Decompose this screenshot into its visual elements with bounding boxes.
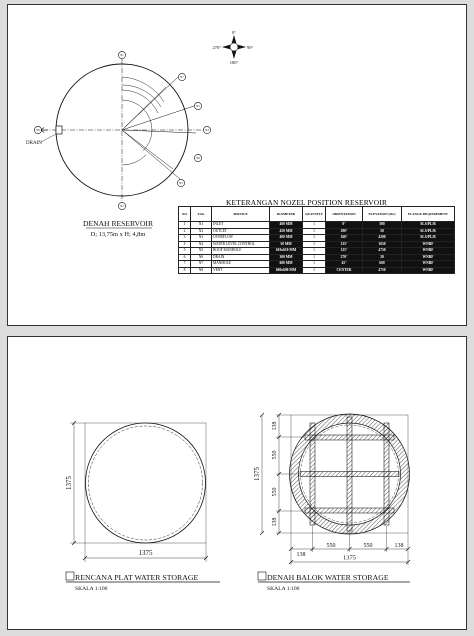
nozzle-table-cell: 300 MM [270,254,303,261]
nozzle-table-cell: 600 MM [270,261,303,268]
nozzle-tag: N8 [196,157,200,160]
compass-north-label: 0° [231,30,237,35]
nozzle-table-cell: 45° [326,261,363,268]
compass-rose [223,36,245,58]
beam-dim-segment: 138 [272,517,278,527]
beam-dim-segment: 550 [363,543,373,549]
nozzle-table-row [179,267,455,274]
nozzle-table-cell: 4750 [363,248,402,255]
nozzle-table-cell: 20 [363,254,402,261]
nozzle-table-cell: 270° [326,254,363,261]
col-orientation: ORIENTATION [326,207,363,222]
col-service: SERVICE [212,207,270,222]
nozzle-table-cell: VENT [212,267,270,274]
beam-dim-segment: 550 [272,450,278,460]
nozzle-tag: N6 [36,129,40,132]
reservoir-plan-sheet [7,4,467,326]
beam-dim-segment: 138 [296,552,306,558]
nozzle-table-cell: 600 [363,261,402,268]
nozzle-table-cell: 1 [303,222,326,229]
nozzle-table-cell: 5 [179,248,191,255]
nozzle-table-cell: 300 [363,222,402,229]
nozzle-table-title: KETERANGAN NOZEL POSITION RESERVOIR [226,198,388,207]
beam-plan [253,413,410,565]
beam-dim-segment: 550 [272,487,278,497]
plate-plan-scale: SKALA 1:100 [75,586,108,592]
nozzle-table-cell: WATER LEVEL CONTROL [212,241,270,248]
beam-plan-scale: SKALA 1:100 [267,586,300,592]
nozzle-table-cell: DRAIN [212,254,270,261]
col-no: NO [179,207,191,222]
nozzle-table-cell: SLS/PL/B [402,235,455,242]
drain-arrow-icon [41,128,48,133]
nozzle-table-cell: N8 [191,267,212,274]
nozzle-table-cell: 135° [326,241,363,248]
nozzle-table-cell: 1 [179,222,191,229]
nozzle-table-cell: CENTER [326,267,363,274]
col-diameter: DIAMETER [270,207,303,222]
nozzle-table [178,206,455,274]
nozzle-tag: N3 [179,182,183,185]
plate-title-marker [66,572,74,580]
water-storage-drawing [8,337,468,631]
compass-south-label: 180° [229,60,239,65]
nozzle-table-cell: WNRF [402,248,455,255]
plate-outer-circle [86,423,206,543]
beam-vertical-right [384,423,389,525]
plate-width-dimension: 1375 [138,549,153,557]
nozzle-orientation-lines [122,77,196,179]
nozzle-table-cell: 7 [179,261,191,268]
reservoir-plan-title: DENAH RESERVOIR [82,219,154,228]
nozzle-table-cell: 400 MM [270,222,303,229]
nozzle-tag: N4 [205,129,209,132]
compass-west-label: 270° [212,45,221,50]
reservoir-plan-drawing [8,5,468,327]
beam-vertical-left [310,423,315,525]
nozzle-table-cell: 125° [326,248,363,255]
plate-height-dimension: 1375 [65,476,73,490]
nozzle-table-cell: WNRF [402,241,455,248]
nozzle-table-cell: 1 [303,267,326,274]
beam-vertical-middle [347,417,352,531]
nozzle-table-cell: WNRF [402,267,455,274]
nozzle-table-cell: 1 [303,261,326,268]
plate-plan [65,421,208,562]
nozzle-table-cell: 610x610 MM [270,248,303,255]
col-quantity: QUANTITY [303,207,326,222]
plate-plan-title: RENCANA PLAT WATER STORAGE [75,573,199,582]
grid-beams [300,417,399,531]
nozzle-table-cell: 1 [303,228,326,235]
nozzle-table-cell: OUTLET [212,228,270,235]
nozzle-table-cell: 1 [303,235,326,242]
nozzle-tag: N7 [180,76,184,79]
nozzle-table-cell: SLS/PL/B [402,228,455,235]
nozzle-table-cell: 50 MM [270,241,303,248]
nozzle-table-cell: 400 MM [270,235,303,242]
compass-east-label: 90° [247,45,254,50]
nozzle-tag: N2 [120,205,124,208]
drain-nozzle [56,126,62,134]
nozzle-table-cell: 1 [303,254,326,261]
nozzle-table-cell: 1 [303,248,326,255]
nozzle-table-cell: 4750 [363,267,402,274]
nozzle-table-cell: N5 [191,248,212,255]
nozzle-table-cell: WNRF [402,254,455,261]
nozzle-table-cell: N1 [191,222,212,229]
nozzle-table-cell: 6 [179,254,191,261]
nozzle-table-cell: 160° [326,235,363,242]
nozzle-table-cell: 450 MM [270,228,303,235]
reservoir-plan-subtitle: D; 13,75m x H; 4,8m [90,231,146,238]
nozzle-table-cell: 50 [363,228,402,235]
nozzle-table-cell: 8 [179,267,191,274]
nozzle-tag: N5 [196,105,200,108]
water-storage-sheet [7,336,467,630]
nozzle-table-cell: N7 [191,261,212,268]
nozzle-table-cell: N2 [191,228,212,235]
col-tag: TAG [191,207,212,222]
drain-leader [41,134,56,142]
nozzle-tag: N1 [120,54,124,57]
beam-total-width-dimension: 1375 [343,554,356,562]
nozzle-table-cell: N4 [191,241,212,248]
col-elevation: ELEVATION (Dw) [363,207,402,222]
nozzle-table-cell: WNRF [402,261,455,268]
nozzle-table-header [179,207,455,222]
drain-label: DRAIN [26,141,42,146]
beam-dim-segment: 138 [272,421,278,431]
plate-inner-circle [89,426,203,540]
nozzle-table-cell: 180° [326,228,363,235]
nozzle-table-body [179,222,455,274]
nozzle-table-cell: SLS/PL/B [402,222,455,229]
nozzle-table-cell: 1 [303,241,326,248]
nozzle-table-cell: 0° [326,222,363,229]
nozzle-table-cell: 600x600 MM [270,267,303,274]
beam-title-marker [258,572,266,580]
nozzle-table-cell: N3 [191,235,212,242]
nozzle-table-cell: INLET [212,222,270,229]
beam-dim-segment: 138 [394,543,404,549]
beam-dim-segment: 550 [326,543,336,549]
nozzle-table-cell: 4200 [363,235,402,242]
angle-arcs [122,77,164,165]
nozzle-table-cell: 4 [179,241,191,248]
beam-plan-title: DENAH BALOK WATER STORAGE [267,573,389,582]
col-flange: FLANGE REQUIREMENT [402,207,455,222]
nozzle-table-cell: MANHOLE [212,261,270,268]
nozzle-table-cell: 2 [179,228,191,235]
beam-total-height-dimension: 1375 [253,467,261,481]
nozzle-table-cell: ROOF MANHOLE [212,248,270,255]
nozzle-table-cell: N6 [191,254,212,261]
nozzle-table-cell: 1650 [363,241,402,248]
nozzle-table-cell: OVERFLOW [212,235,270,242]
nozzle-table-cell: 3 [179,235,191,242]
